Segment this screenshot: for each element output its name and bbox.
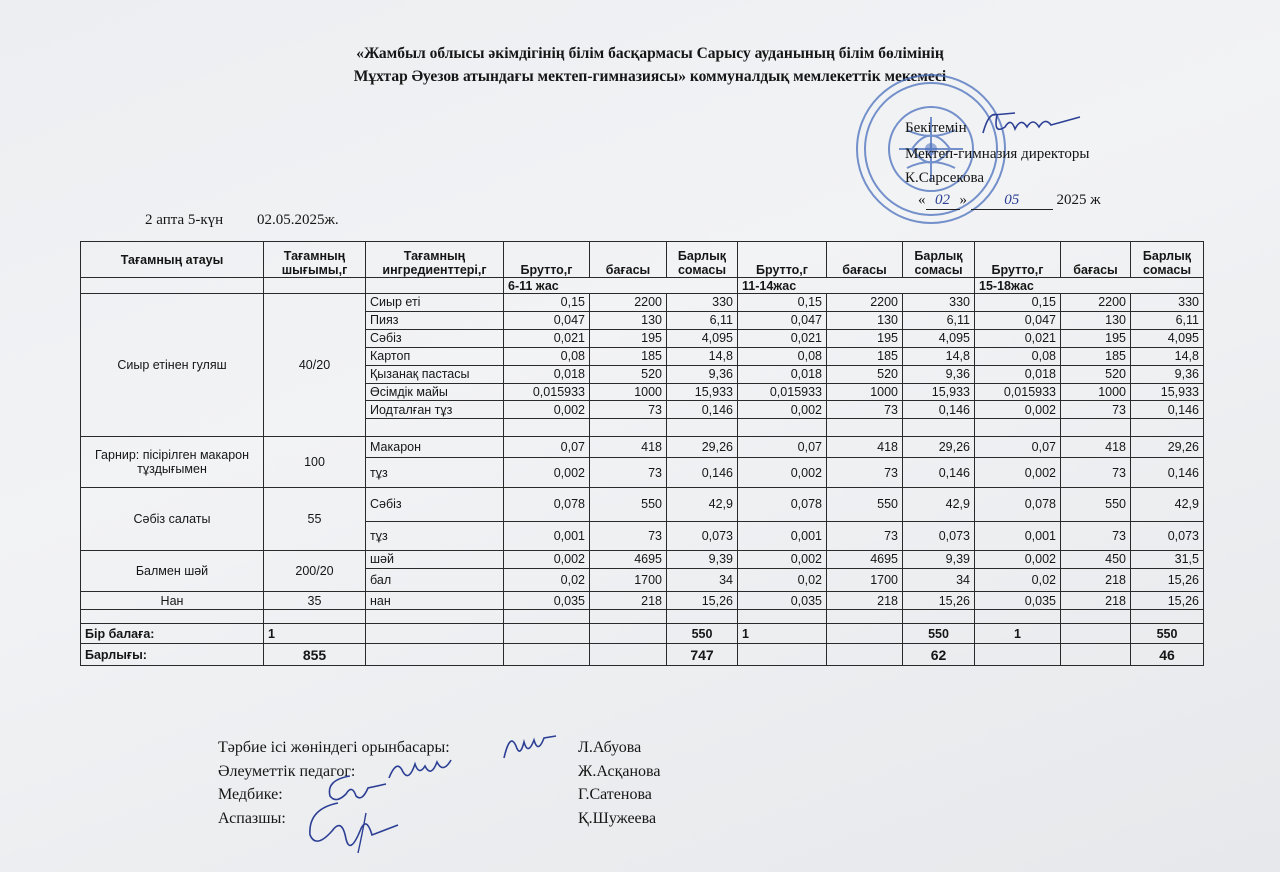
ingredient-value: 0,001 <box>504 521 590 550</box>
ingredient-value <box>1061 419 1131 437</box>
col-total-1: Барлық сомасы <box>667 242 738 278</box>
total-label: Барлығы: <box>81 644 264 666</box>
ingredient-value: 0,02 <box>975 568 1061 591</box>
ingredient-name: Сәбіз <box>366 329 504 347</box>
ingredient-value: 4,095 <box>1131 329 1204 347</box>
ingredient-value: 0,002 <box>738 550 827 568</box>
ingredient-value: 15,933 <box>667 383 738 401</box>
ingredient-value: 0,015933 <box>504 383 590 401</box>
date-month: 05 <box>971 192 1053 210</box>
week-date: 02.05.2025ж. <box>256 212 339 228</box>
ingredient-value: 15,933 <box>903 383 975 401</box>
ingredient-value: 9,36 <box>903 365 975 383</box>
ingredient-name <box>366 419 504 437</box>
ingredient-value: 29,26 <box>1131 437 1204 458</box>
ingredient-value: 185 <box>827 347 903 365</box>
ingredient-value: 0,035 <box>504 592 590 610</box>
ingredient-value: 185 <box>590 347 667 365</box>
header-line-1: «Жамбыл облысы әкімдігінің білім басқармасы Сарысу ауданының білім бөлімінің <box>356 45 944 62</box>
per-child-count-2: 1 <box>738 624 827 644</box>
ingredient-value: 130 <box>590 311 667 329</box>
ingredient-value: 0,078 <box>504 487 590 521</box>
total-value-1: 855 <box>264 644 366 666</box>
ingredient-value: 0,146 <box>667 401 738 419</box>
ingredient-row <box>81 294 1204 312</box>
ingredient-value: 450 <box>1061 550 1131 568</box>
approval-position: Мектеп-гимназия директоры <box>905 146 1090 162</box>
ingredient-value <box>903 419 975 437</box>
ingredient-value: 330 <box>903 294 975 312</box>
ingredient-value <box>590 419 667 437</box>
ingredient-value: 330 <box>1131 294 1204 312</box>
ingredient-value: 195 <box>827 329 903 347</box>
ingredient-value: 0,035 <box>738 592 827 610</box>
ingredient-name: Пияз <box>366 311 504 329</box>
ingredient-value: 0,146 <box>903 401 975 419</box>
approval-date <box>918 192 1101 210</box>
ingredient-value: 0,002 <box>738 401 827 419</box>
signature-name: Л.Абуова <box>578 739 642 756</box>
ingredient-value: 6,11 <box>667 311 738 329</box>
ingredient-value: 0,015933 <box>975 383 1061 401</box>
ingredient-value <box>975 419 1061 437</box>
ingredient-value: 2200 <box>827 294 903 312</box>
col-yield: Тағамның шығымы,г <box>264 242 366 278</box>
ingredient-name: Сәбіз <box>366 487 504 521</box>
ingredient-value: 550 <box>590 487 667 521</box>
ingredient-value: 218 <box>827 592 903 610</box>
per-child-count: 1 <box>264 624 366 644</box>
ingredient-value: 0,015933 <box>738 383 827 401</box>
ingredient-value: 31,5 <box>1131 550 1204 568</box>
signature-name: Қ.Шужеева <box>578 810 657 827</box>
ingredient-name: Сиыр еті <box>366 294 504 312</box>
ingredient-value: 34 <box>667 568 738 591</box>
per-child-row <box>81 624 1204 644</box>
date-day: 02 <box>926 192 960 210</box>
dish-yield: 100 <box>264 437 366 488</box>
ingredient-value <box>738 419 827 437</box>
menu-table <box>80 241 1204 666</box>
header-line-2: Мұхтар Әуезов атындағы мектеп-гимназиясы» коммуналдық мемлекеттік мекемесі <box>353 68 947 85</box>
signature-abuova-icon <box>500 728 560 764</box>
ingredient-value: 6,11 <box>1131 311 1204 329</box>
ingredient-value: 9,39 <box>667 550 738 568</box>
ingredient-row <box>81 487 1204 521</box>
ingredient-value: 1700 <box>590 568 667 591</box>
ingredient-value: 9,36 <box>1131 365 1204 383</box>
ingredient-value: 0,002 <box>975 458 1061 487</box>
ingredient-value: 73 <box>827 401 903 419</box>
ingredient-value: 0,047 <box>738 311 827 329</box>
menu-body <box>81 294 1204 610</box>
ingredient-name: Картоп <box>366 347 504 365</box>
ingredient-value: 0,021 <box>738 329 827 347</box>
signature-role: Аспазшы: <box>218 810 286 827</box>
ingredient-value: 218 <box>1061 568 1131 591</box>
col-price-2: бағасы <box>827 242 903 278</box>
ingredient-value: 550 <box>1061 487 1131 521</box>
ingredient-value: 73 <box>827 521 903 550</box>
per-child-sum-3: 550 <box>1131 624 1204 644</box>
total-value-2: 747 <box>667 644 738 666</box>
ingredient-value: 0,146 <box>667 458 738 487</box>
ingredient-value: 520 <box>590 365 667 383</box>
col-price-3: бағасы <box>1061 242 1131 278</box>
ingredient-value: 0,021 <box>975 329 1061 347</box>
signature-role: Медбике: <box>218 786 283 803</box>
ingredient-value: 0,047 <box>504 311 590 329</box>
ingredient-value: 0,07 <box>738 437 827 458</box>
ingredient-value: 0,035 <box>975 592 1061 610</box>
ingredient-value: 34 <box>903 568 975 591</box>
col-total-3: Барлық сомасы <box>1131 242 1204 278</box>
col-gross-2: Брутто,г <box>738 242 827 278</box>
dish-name: Сиыр етінен гуляш <box>81 294 264 437</box>
spacer-row <box>81 610 1204 624</box>
week-line <box>145 212 369 229</box>
per-child-sum-1: 550 <box>667 624 738 644</box>
date-quote-open: « <box>918 192 926 208</box>
ingredient-value: 1000 <box>1061 383 1131 401</box>
ingredient-value: 6,11 <box>903 311 975 329</box>
ingredient-value: 0,15 <box>975 294 1061 312</box>
ingredient-value: 185 <box>1061 347 1131 365</box>
ingredient-value: 14,8 <box>667 347 738 365</box>
ingredient-value: 0,002 <box>504 401 590 419</box>
ingredient-name: тұз <box>366 458 504 487</box>
dish-name: Сәбіз салаты <box>81 487 264 550</box>
ingredient-value: 15,26 <box>1131 592 1204 610</box>
col-gross-3: Брутто,г <box>975 242 1061 278</box>
ingredient-value: 14,8 <box>903 347 975 365</box>
ingredient-value: 218 <box>590 592 667 610</box>
col-gross-1: Брутто,г <box>504 242 590 278</box>
ingredient-value: 73 <box>590 458 667 487</box>
dish-name: Балмен шәй <box>81 550 264 591</box>
ingredient-value: 0,001 <box>738 521 827 550</box>
ingredient-value: 29,26 <box>903 437 975 458</box>
ingredient-value: 1000 <box>827 383 903 401</box>
ingredient-value: 42,9 <box>903 487 975 521</box>
ingredient-value: 195 <box>1061 329 1131 347</box>
col-total-2: Барлық сомасы <box>903 242 975 278</box>
ingredient-value: 0,146 <box>1131 401 1204 419</box>
ingredient-value: 520 <box>827 365 903 383</box>
ingredient-row <box>81 437 1204 458</box>
ingredient-value: 330 <box>667 294 738 312</box>
director-signature-icon <box>975 105 1085 145</box>
dish-name: Гарнир: пісірілген макарон тұздығымен <box>81 437 264 488</box>
ingredient-row <box>81 550 1204 568</box>
ingredient-value: 0,047 <box>975 311 1061 329</box>
ingredient-value: 0,073 <box>667 521 738 550</box>
ingredient-value: 0,15 <box>738 294 827 312</box>
ingredient-value <box>827 419 903 437</box>
signature-name: Ж.Асқанова <box>578 763 661 780</box>
ingredient-value: 0,002 <box>975 401 1061 419</box>
ingredient-name: нан <box>366 592 504 610</box>
week-label: 2 апта 5-күн <box>145 212 224 228</box>
ingredient-value: 42,9 <box>1131 487 1204 521</box>
ingredient-value: 0,02 <box>504 568 590 591</box>
ingredient-name: Иодталған тұз <box>366 401 504 419</box>
age-row <box>81 278 1204 294</box>
ingredient-value: 0,021 <box>504 329 590 347</box>
ingredient-value: 195 <box>590 329 667 347</box>
signature-role: Тәрбие ісі жөніндегі орынбасары: <box>218 739 450 756</box>
total-value-4: 46 <box>1131 644 1204 666</box>
ingredient-value: 418 <box>1061 437 1131 458</box>
per-child-count-3: 1 <box>975 624 1061 644</box>
ingredient-value: 0,078 <box>975 487 1061 521</box>
date-quote-close: » <box>959 192 967 208</box>
ingredient-value: 14,8 <box>1131 347 1204 365</box>
ingredient-value: 73 <box>1061 458 1131 487</box>
ingredient-value: 15,26 <box>903 592 975 610</box>
ingredient-value <box>504 419 590 437</box>
ingredient-row <box>81 592 1204 610</box>
ingredient-value: 0,001 <box>975 521 1061 550</box>
ingredient-value: 0,15 <box>504 294 590 312</box>
ingredient-value: 0,002 <box>504 458 590 487</box>
ingredient-name: Қызанақ пастасы <box>366 365 504 383</box>
ingredient-name: шәй <box>366 550 504 568</box>
signature-askanova-icon <box>385 752 455 786</box>
ingredient-value: 9,36 <box>667 365 738 383</box>
ingredient-value: 418 <box>827 437 903 458</box>
ingredient-value: 0,002 <box>738 458 827 487</box>
ingredient-value: 73 <box>590 401 667 419</box>
ingredient-value: 0,073 <box>1131 521 1204 550</box>
ingredient-value: 2200 <box>590 294 667 312</box>
ingredient-value: 15,26 <box>667 592 738 610</box>
header-row <box>81 242 1204 278</box>
total-value-3: 62 <box>903 644 975 666</box>
col-dish: Тағамның атауы <box>81 242 264 278</box>
ingredient-value: 218 <box>1061 592 1131 610</box>
ingredient-value: 29,26 <box>667 437 738 458</box>
ingredient-value: 0,08 <box>975 347 1061 365</box>
ingredient-value: 0,146 <box>1131 458 1204 487</box>
col-price-1: бағасы <box>590 242 667 278</box>
approval-director-name: К.Сарсекова <box>905 170 984 186</box>
ingredient-value: 4,095 <box>667 329 738 347</box>
ingredient-value: 73 <box>1061 401 1131 419</box>
ingredient-value: 0,08 <box>738 347 827 365</box>
ingredient-value: 0,018 <box>975 365 1061 383</box>
signature-role: Әлеуметтік педагог: <box>218 763 356 780</box>
per-child-label: Бір балаға: <box>81 624 264 644</box>
ingredient-value: 550 <box>827 487 903 521</box>
approval-label: Бекітемін <box>905 120 967 136</box>
ingredient-value: 0,146 <box>903 458 975 487</box>
dish-yield: 55 <box>264 487 366 550</box>
ingredient-value: 0,08 <box>504 347 590 365</box>
ingredient-value: 520 <box>1061 365 1131 383</box>
ingredient-value: 0,07 <box>504 437 590 458</box>
ingredient-value: 0,078 <box>738 487 827 521</box>
total-row <box>81 644 1204 666</box>
ingredient-value: 1000 <box>590 383 667 401</box>
ingredient-name: тұз <box>366 521 504 550</box>
ingredient-value: 4,095 <box>903 329 975 347</box>
ingredient-value: 0,018 <box>504 365 590 383</box>
ingredient-value: 0,073 <box>903 521 975 550</box>
col-ingredients: Тағамның ингредиенттері,г <box>366 242 504 278</box>
date-year: 2025 ж <box>1056 192 1101 208</box>
ingredient-name: бал <box>366 568 504 591</box>
signature-name: Г.Сатенова <box>578 786 652 803</box>
ingredient-value: 418 <box>590 437 667 458</box>
signature-shuzheeva-icon <box>302 795 412 863</box>
ingredient-value: 15,933 <box>1131 383 1204 401</box>
age-group-1: 6-11 жас <box>504 278 738 294</box>
ingredient-value: 0,002 <box>975 550 1061 568</box>
dish-yield: 200/20 <box>264 550 366 591</box>
ingredient-value: 2200 <box>1061 294 1131 312</box>
ingredient-value: 15,26 <box>1131 568 1204 591</box>
ingredient-value: 0,002 <box>504 550 590 568</box>
dish-name: Нан <box>81 592 264 610</box>
dish-yield: 40/20 <box>264 294 366 437</box>
ingredient-value: 1700 <box>827 568 903 591</box>
ingredient-value: 130 <box>1061 311 1131 329</box>
ingredient-name: Макарон <box>366 437 504 458</box>
per-child-sum-2: 550 <box>903 624 975 644</box>
ingredient-value: 0,018 <box>738 365 827 383</box>
ingredient-value: 73 <box>827 458 903 487</box>
age-group-3: 15-18жас <box>975 278 1204 294</box>
ingredient-value: 9,39 <box>903 550 975 568</box>
ingredient-value: 73 <box>590 521 667 550</box>
ingredient-value: 0,02 <box>738 568 827 591</box>
ingredient-value: 0,07 <box>975 437 1061 458</box>
ingredient-value: 73 <box>1061 521 1131 550</box>
ingredient-value: 4695 <box>590 550 667 568</box>
ingredient-value <box>1131 419 1204 437</box>
ingredient-value: 130 <box>827 311 903 329</box>
age-group-2: 11-14жас <box>738 278 975 294</box>
ingredient-value <box>667 419 738 437</box>
ingredient-value: 42,9 <box>667 487 738 521</box>
dish-yield: 35 <box>264 592 366 610</box>
ingredient-name: Өсімдік майы <box>366 383 504 401</box>
ingredient-value: 4695 <box>827 550 903 568</box>
